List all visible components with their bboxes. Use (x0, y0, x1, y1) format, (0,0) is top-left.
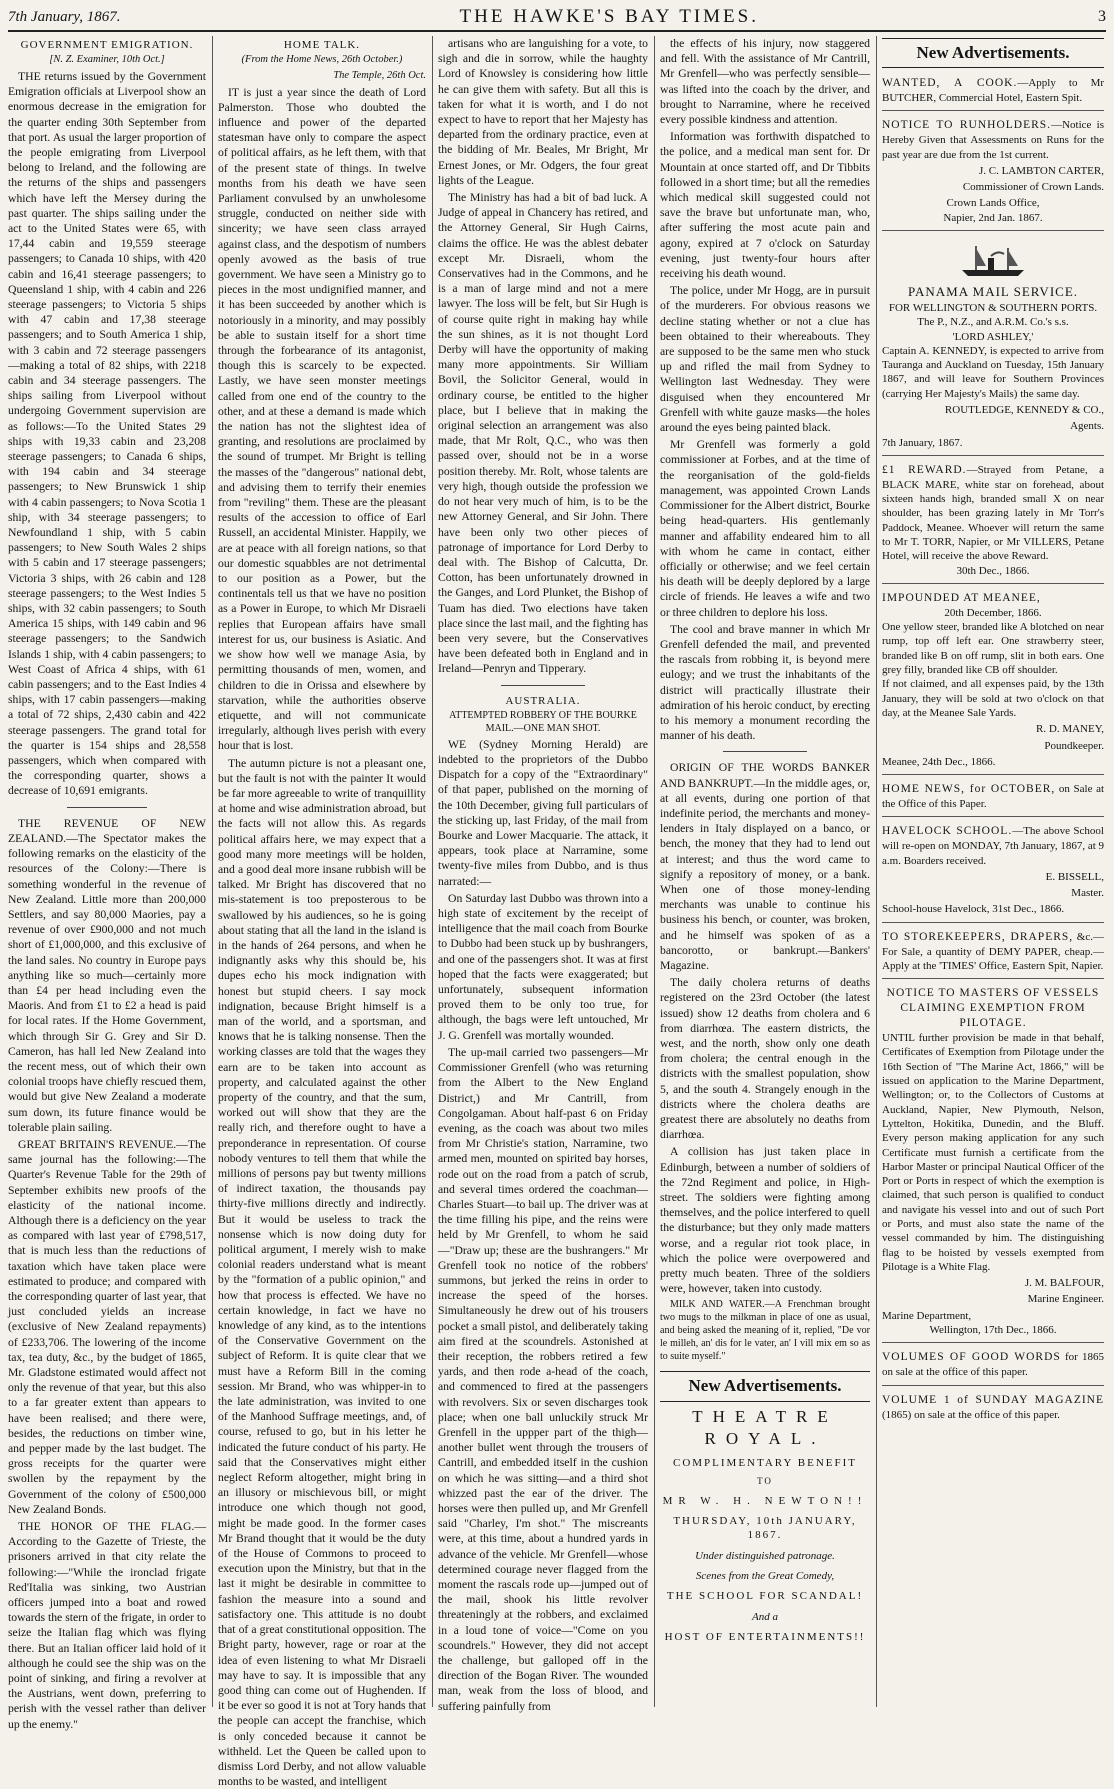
divider (501, 685, 585, 686)
ad-good-words (882, 1346, 1104, 1385)
theatre-line: HOST OF ENTERTAINMENTS!! (664, 1630, 866, 1643)
ad-havelock-school (882, 820, 1104, 922)
ad-home-news (882, 778, 1104, 817)
article-paragraph: the effects of his injury, now staggered and fell. With the assistance of Mr Cantrill, Mr Grenfell—who was perfectly sensible—was lifted into the coach by the driver, and brought to Narramine, where he received every possible kindness and attention. (660, 37, 870, 127)
ad-signature: Marine Engineer. (1027, 1293, 1104, 1306)
new-advertisements-heading: New Advertisements. (660, 1371, 870, 1401)
ad-title: £1 REWARD. (882, 463, 967, 476)
theatre-line: MR W. H. NEWTON!! (662, 1494, 868, 1507)
ad-body: —The above School will re-open on MONDAY, 7th January, 1867, at 9 a.m. Boarders received. (882, 825, 1105, 867)
theatre-royal-ad (660, 1406, 870, 1645)
column-5-advertisements (882, 36, 1104, 1705)
article-heading: GOVERNMENT EMIGRATION. (20, 39, 194, 51)
ad-title: TO STOREKEEPERS, DRAPERS, (882, 930, 1074, 943)
article-paragraph (660, 760, 870, 973)
column-rule (212, 36, 213, 1707)
article-source: (From the Home News, 26th October.) (241, 54, 403, 66)
theatre-line: And a (752, 1610, 778, 1623)
ad-ship-name: 'LORD ASHLEY,' (952, 330, 1034, 343)
dateline: The Temple, 26th Oct. (333, 69, 426, 81)
article-paragraph (8, 1137, 206, 1517)
ad-body: (1865) on sale at the office of this paper. (882, 1408, 1060, 1421)
article-subheading: ATTEMPTED ROBBERY OF THE BOURKE MAIL.—ONE MAN SHOT. (449, 709, 637, 734)
new-advertisements-heading: New Advertisements. (882, 38, 1104, 68)
ad-signature: Commissioner of Crown Lands. (962, 181, 1104, 194)
article-paragraph (8, 1519, 206, 1732)
article-heading: AUSTRALIA. (505, 694, 581, 707)
ad-signature: Agents. (1070, 420, 1104, 433)
article-paragraph: THE returns issued by the Government Emigration officials at Liverpool show an enormous decrease in the emigration for the quarter ending 30th September from that port. As usual the larger proportion of the people emigrating from Liverpool belong to Ireland, and the following are the returns of the ships and passengers which have left the Mersey during the past quarter. The ships sailing under the act to the United States were 65, with 17,44 cabin and 19,559 steerage passengers; to Canada 10 ships, with 420 cabin and 16,41 steerage passengers; to Queensland 1 ship, with 4 cabin and 226 steerage passengers; to Victoria 5 ships with 47 cabin and 17,38 steerage passengers; and to South America 1 ship, with 3 cabin and 72 steerage passengers—making a total of 82 ships, with 2218 cabin and 34 steerage passengers. The ships sailing from Liverpool without undergoing Government supervision are as follows:—To the United States 29 ships with 19,33 cabin and 23,208 steerage passengers; to Canada 6 ships, with 194 cabin and 34 steerage passengers; to New Brunswick 1 ship with 4 cabin passengers; to Nova Scotia 1 ship, with 34 steerage passengers; to Newfoundland 1 ship, with 5 cabin passengers; to New South Wales 2 ships with 5 cabin and 17 steerage passengers; Victoria 3 ships, with 26 cabin and 128 steerage passengers; to the West Indies 5 ships, with 32 cabin passengers; to South America 15 ships, with 149 cabin and 96 steerage passengers; to the Sandwich Islands 1 ship, with 4 cabin passengers; to West Coast of Africa 4 ships, with 61 cabin passengers; and to the East Indies 4 ships, with 17 cabin passengers—making a total of 72 ships, 2,430 cabin and 422 steerage passengers. The grand total for the quarter is 154 ships and 28,558 passengers, which when compared with the corresponding quarter, shows a decrease of 10,691 emigrants. (8, 69, 206, 798)
paragraph-lead: MILK AND WATER. (670, 1299, 765, 1311)
ad-impounded (882, 587, 1104, 775)
theatre-line: TO (757, 1476, 773, 1487)
ad-title: PANAMA MAIL SERVICE. (907, 284, 1079, 300)
ad-date: Napier, 2nd Jan. 1867. (943, 211, 1043, 224)
ad-subtitle: FOR WELLINGTON & SOUTHERN PORTS. (888, 301, 1098, 314)
column-4 (660, 36, 870, 1705)
article-paragraph: Mr Grenfell was formerly a gold commissioner at Forbes, and at the time of the reorganisation of the gold-fields management, was appointed Crown Lands Commissioner for the Albert district, Bourke being head-quarters. His gentlemanly manner and affability endeared him to all with whom he came in contact, either officially or otherwise; and we feel certain his death will be deeply deplored by a large circle of friends. He leaves a wife and two or three children to deplore his loss. (660, 438, 870, 619)
paragraph-lead: GREAT BRITAIN'S REVENUE. (18, 1137, 177, 1151)
column-3 (438, 36, 648, 1713)
theatre-title: THEATRE ROYAL. (692, 1406, 838, 1448)
ad-signature: R. D. MANEY, (1036, 723, 1104, 736)
ad-body: If not claimed, and all expenses paid, by the 13th January, they will be sold at two o'clock on that day, at the Meanee Sale Yards. (882, 678, 1104, 719)
article-paragraph: artisans who are languishing for a vote, to sigh and die in sorrow, while the haughty Lord of Knowsley is considering how little he can give them with safety. But all this is taken for what it is worth, and I do not expect to have to report that her Majesty has departed from the ordinary practice, even at the bidding of Mr. Beales, Mr Bright, Mr Ernest Jones, or Mr. Odgers, the four great lights of the League. (438, 37, 648, 187)
article-paragraph: Information was forthwith dispatched to the police, and a medical man sent for. Dr Mountain at once started off, and Dr Tibbits followed in a short time; but all the remedies which medical skill suggested could not save the brave but unfortunate man, who, after suffering the most acute pain and agony, expired at 7 o'clock on Saturday evening, just twenty-four hours after receiving his death wound. (660, 130, 870, 281)
ad-body: Captain A. KENNEDY, is expected to arrive from Tauranga and Auckland on Tuesday, 15th January 1867, and will leave for Southern Provinces (carrying Her Majesty's Mails) the same day. (882, 344, 1104, 400)
ad-body: One yellow steer, branded like A blotched on near rump, top off left ear. One strawberry steer, branded like B on off rump, slit in both ears. One grey filly, branded like CB off shoulder. (882, 621, 1104, 677)
ad-notice-runholders (882, 114, 1104, 231)
ad-body: for 1865 on sale at the office of this paper. (882, 1351, 1105, 1379)
article-paragraph: The Ministry has had a bit of bad luck. A Judge of appeal in Chancery has retired, and the Attorney General, Sir Hugh Cairns, claims the office. He was the ablest debater except Mr. Disraeli, whom the Conservatives had in the Commons, and he is a man of large mind and not a mere lawyer. The loss will be felt, but Sir Hugh is of course quite right in making hay while the sun shines, as it is not thought Lord Derby will have the opportunity of making many more appointments. Sir William Bovil, the Solicitor General, would in ordinary course, be entitled to the higher place, but I believe that in making the original selection an arrangement was also made, that Mr Rolt, Q.C., who was then passed over, should not be in a worse position thereby. Mr. Rolt, whose talents are very high, though outside the profession we do not hear very much of him, is to be the new Attorney General, and Sir John. There have been only two other pieces of patronage of importance for Lord Derby to deal with. The Bishop of Calcutta, Dr. Cotton, has been unfortunately drowned in the Ganges, and Lord Plunket, the Bishop of Tuam has died. Two elections have taken place since the last mail, and the fighting has been very severe, but the Conservatives have been defeated both in England and in Ireland—Penryn and Tipperary. (438, 191, 648, 676)
steamship-icon (958, 242, 1028, 280)
newspaper-title: THE HAWKE'S BAY TIMES. (459, 6, 759, 27)
column-2 (218, 36, 427, 1789)
ad-date: Meanee, 24th Dec., 1866. (882, 755, 996, 768)
ad-sunday-magazine (882, 1389, 1104, 1427)
ad-line: The P., N.Z., and A.R.M. Co.'s s.s. (917, 316, 1069, 329)
article-paragraph: The daily cholera returns of deaths registered on the 23rd October (the latest issued) show 12 deaths from cholera and 6 from diarrhœa. The eastern districts, the west, and the north, show only one death from cholera; the central enough in the districts with the smallest population, show 5, and the south 4. Strangely enough in the districts where the cholera deaths are greatest there are absolutely no deaths from diarrhœa. (660, 976, 870, 1142)
article-paragraph (8, 816, 206, 1135)
article-paragraph: The up-mail carried two passengers—Mr Commissioner Grenfell (who was returning from the Albert to the New England District,) and Mr Cantrill, from Congolgaman. About half-past 6 on Friday evening, as the coach was about two miles from Mr Christie's station, Narramine, two armed men, mounted on spirited bay horses, rode out on the road from a patch of scrub, and several times ordered the coachman—Charles Stuart—to bail up. The driver was at the time filling his pipe, and the reins were held by Mr Grenfell, to whom he said—"Draw up; these are the bushrangers." Mr Grenfell took no notice of the robbers' summons, but jerked the reins in order to increase the speed of the horses. Simultaneously he drew out of his trousers pocket a small pistol, and deliberately taking aim fired at the scoundrels. Astonished at their reception, the robbers retired a few yards, and then rode a-head of the coach, and commenced to fired at the passengers with revolvers. Six or seven discharges took place; when one ball unluckily struck Mr Grenfell in the uppper part of the thigh—another bullet went through the trousers of Cantrill, and embedded itself in the cushion on which he was sitting—and a third shot whizzed past the ear of the driver. The horses were then pulled up, and Mr Grenfell said "Charley, I'm shot." The miscreants were, at this time, about a hundred yards in advance of the vehicle. Mr Grenfell—whose determined courage never flagged from the moment the rascals rode up—jumped out of the mail, shook his little revolver threateningly at the robbers, and exclaimed in a loud tone of voice—"Come on you scoundrels." However, they did not accept the challenge, but galloped off in the direction of the Bogan River. The wounded man, weak from the loss of blood, and suffering painfully from (438, 1045, 648, 1713)
theatre-line: Under distinguished patronage. (695, 1549, 835, 1562)
ad-body: &c.—For Sale, a quantity of DEMY PAPER, cheap.—Apply at the 'TIMES' Office, Eastern Spit, Napier. (882, 930, 1104, 973)
column-rule (876, 36, 877, 1707)
ad-title: IMPOUNDED AT MEANEE, (882, 591, 1041, 604)
masthead (8, 4, 1106, 32)
ad-body: —Apply to Mr BUTCHER, Commercial Hotel, Eastern Spit. (882, 77, 1105, 105)
ad-title: NOTICE TO RUNHOLDERS. (882, 119, 1052, 132)
paragraph-lead: THE HONOR OF THE FLAG. (18, 1520, 195, 1534)
ad-body: UNTIL further provision be made in that behalf, Certificates of Exemption from Pilotage under the 16th Section of "The Marine Act, 1866," will be issued on application to the Marine Department, Wellington; or, to the Collectors of Customs at Auckland, Napier, New Plymouth, Nelson, Lyttelton, Hokitika, Dunedin, and the Bluff. Every person making application for any such Certificate must furnish a certificate from the Harbor Master or principal Nautical Officer of the Port or Ports in respect of which the exemption is claimed, that such person is qualified to conduct and navigate his vessel into and out of such Port or Ports, and must also state the name of the vessel commanded by him. The distinguishing flag to be hoisted by vessels exempted from Pilotage is a White Flag. (882, 1032, 1104, 1273)
ad-date: School-house Havelock, 31st Dec., 1866. (882, 903, 1065, 916)
column-rule (654, 36, 655, 1707)
ad-date: 30th Dec., 1866. (956, 564, 1030, 577)
theatre-line: Scenes from the Great Comedy, (695, 1569, 835, 1582)
issue-date: 7th January, 1867. (8, 8, 121, 25)
article-paragraph (660, 1298, 870, 1363)
paragraph-text: —A Frenchman brought two mugs to the milkman in place of one as usual, and being asked the meaning of it, replied, "De vor le milleh, an' dis for le vater, an' I vill mix em so as to suite myself." (660, 1299, 870, 1363)
article-paragraph: The cool and brave manner in which Mr Grenfell defended the mail, and prevented the rascals from robbing it, is beyond mere eulogy; and we trust the inhabitants of the district will practically illustrate their admiration of his heroic conduct, by erecting to his memory a monument recording the manner of his death. (660, 622, 870, 743)
ad-title: HOME NEWS, for OCTOBER, (882, 783, 1056, 796)
ad-wanted-cook (882, 72, 1104, 111)
paragraph-text: —In the middle ages, or, at all events, during one portion of that indefinite period, the merchants and money-lenders in Italy displayed on a banco, or bench, the money that they had to lend out at interest; and thus the word came to signify a repository of money, or a bank. When one of those money-lending merchants was unable to continue his business his bench, or counter, was broken, and he himself was spoken of as a bancorotto, or bankrupt.—Bankers' Magazine. (660, 776, 870, 972)
ad-body: —Notice is Hereby Given that Assessments on Runs for the past year are due from the 1st current. (882, 119, 1104, 161)
article-paragraph: A collision has just taken place in Edinburgh, between a number of soldiers of the 72nd Regiment and police, in High-street. The soldiers were fighting among themselves, and the police interfered to quell the disturbance; but they only made matters worse, and a regular riot took place, in which the police were overpowered and pretty much beaten. Three of the soldiers were, however, taken into custody. (660, 1145, 870, 1296)
ad-title: NOTICE TO MASTERS OF VESSELS CLAIMING EXEMPTION FROM PILOTAGE. (886, 987, 1100, 1030)
ad-storekeepers (882, 926, 1104, 980)
ad-signature: E. BISSELL, (1045, 870, 1104, 883)
paragraph-lead: THE REVENUE OF NEW ZEALAND. (8, 816, 206, 845)
ad-date: Wellington, 17th Dec., 1866. (929, 1324, 1057, 1337)
article-heading: HOME TALK. (283, 39, 361, 51)
ad-signature: ROUTLEDGE, KENNEDY & CO., (944, 404, 1104, 417)
ad-signature: Poundkeeper. (1044, 739, 1104, 752)
divider (67, 807, 146, 808)
article-paragraph: WE (Sydney Morning Herald) are indebted to the proprietors of the Dubbo Dispatch for a copy of the "Extraordinary" of that paper, published on the morning of the 10th December, giving full particulars of the sticking up, last Friday, of the mail from Bourke and Lower Macquarie. The attack, it appears, took place at Narramine, some twenty-five miles from Dubbo, and is thus narrated:— (438, 737, 648, 888)
paragraph-text: —The same journal has the following:—The Quarter's Revenue Table for the 29th of September exhibits new proofs of the elasticity of the national income. Although there is a deficiency on the year as compared with last year of £798,517, that is much less than the reductions of taxation which have taken place were estimated to produce; and compared with the corresponding quarter of last year, that just concluded yields an increase (exclusive of New Zealand repayments) of £233,706. The lowering of the income tax, tea duty, &c., by the budget of 1865, Mr. Gladstone estimated would affect not only the revenue of that year, but this also to a far greater extent than appears to have been realised; and there were, besides, the reductions on timber wine, and pepper made by the last budget. The gross receipts for the quarter were swollen by the repayment by the Government of the colony of £500,000 New Zealand Bonds. (8, 1137, 206, 1516)
article-paragraph: On Saturday last Dubbo was thrown into a high state of excitement by the receipt of intelligence that the mail coach from Bourke to Dubbo had been stuck up by bushrangers, and one of the passengers shot. It was at first hoped that the facts were exaggerated; but unfortunately, subsequent information proved them to be only too true, for although, the bags were left untouched, Mr J. G. Grenfell was mortally wounded. (438, 891, 648, 1042)
article-paragraph: The police, under Mr Hogg, are in pursuit of the murderers. For obvious reasons we decline stating whether or not a clue has been obtained to their whereabouts. They are supposed to be the same men who stuck up and rifled the mail from Sydney to Wellington last Wednesday. They were disguised when they encountered Mr Grenfell with white gauze masks—the holes around the eyes being painted black. (660, 284, 870, 435)
ad-body: —Strayed from Petane, a BLACK MARE, white star on forehead, about sixteen hands high, branded small X on near shoulder, has been grazing lately in Mr Torr's Paddock, Meanee. Whoever will return the same to Mr T. TORR, Napier, or Mr VILLERS, Petane Hotel, will receive the above Reward. (882, 463, 1104, 563)
article-paragraph: The autumn picture is not a pleasant one, but the fault is not with the painter It would be far more agreeable to write of tranquillity at home and wise administration abroad, but the facts will not allow this. As regards political affairs here, we may expect that a good many more meetings will be holden, and a good deal more insane rubbish will be talked. Mr Bright has discovered that no mis-statement is too preposterous to be swallowed by his audiences, so he is going about stating that all the land in the island is in the hands of 264 persons, and when he indignantly asks why this should be, his dupes echo his mock indignation with honest but stupid cheers. I say mock indignation, because Bright himself is a man of the world, and a sportsman, and knows that he is talking nonsense. Then the working classes are told that the wages they earn are to be taken into account as property, and calculated against the other property of the country, and that the sum, worked out will show that they are the really rich, and therefore ought to have a preponderance in representation. Of course nobody ventures to tell them that while the millions of persons pay but twenty millions of indirect taxation, the thousands pay thirty-five millions directly and indirectly. But it would be useless to track the nonsense which is now doing duty for political argument, I merely wish to make colonial readers understand what is meant by the "formation of a public opinion," and how that process is effected. We have no certain knowledge, in fact we have no knowledge of any kind, as to the intentions of the Conservative Government on the subject of Reform. It is quite clear that we must have a Reform Bill in the coming session. Mr Brand, who was whipper-in to the late administration, was invited to one of the Manhood Suffrage meetings, and, of course, refused to go, but in his letter he indicated the future conduct of his party. He said that the Conservatives might either neglect Reform altogether, might bring in an illusory or mischievous bill, or might introduce one which though not good, might be made good. In the former cases Mr Brand thought that it would be the duty of the House of Commons to proceed to execution upon the Ministry, but that in the last it might be desirable in committee to fashion the measure into a sound and satisfactory one. This attitude is no doubt that of a great constitutional opposition. The Bright party, however, rage or roar at the idea of even listening to what Mr Disraeli may have to say. It is impossible that any good thing can come out of Hughenden. If it be ever so good it is not at Tory hands that the people can accept the franchise, which is only conceded because it cannot be withheld. Let the Queen be called upon to dismiss Lord Derby, and not allow valuable months to be wasted, and intelligent (218, 756, 427, 1789)
article-source: [N. Z. Examiner, 10th Oct.] (49, 54, 165, 66)
page-number: 3 (1098, 8, 1106, 25)
paragraph-text: —The Spectator makes the following remarks on the elasticity of the resources of the Colony:—There is something wonderful in the revenue of New Zealand. Little more than 200,000 Settlers, and say 80,000 Maories, pay a revenue of over £900,000 and not much short of £1,000,000, and this exclusive of the land sales. No country in Europe pays anything like so much—certainly more than £4 per head including even the Maoris. And from £1 to £2 a head is paid for local rates. If the Home Government, which through Sir G. Grey and Sir D. Cameron, has hall led New Zealand into the recent mess, out of which their own colonial troops have chiefly rescued them, would but give New Zealand a moderate sum down, its future finance would be tolerable plain sailing. (8, 831, 206, 1134)
divider (723, 751, 807, 752)
ad-signature: Master. (1071, 887, 1104, 900)
ad-title: VOLUME 1 of SUNDAY MAGAZINE (882, 1393, 1104, 1406)
theatre-line: THURSDAY, 10th JANUARY, 1867. (673, 1515, 857, 1542)
column-1 (8, 36, 206, 1731)
ad-title: VOLUMES OF GOOD WORDS (882, 1351, 1061, 1364)
theatre-line: COMPLIMENTARY BENEFIT (672, 1456, 858, 1469)
ad-office: Crown Lands Office, (946, 197, 1040, 210)
ad-reward (882, 459, 1104, 584)
theatre-line: THE SCHOOL FOR SCANDAL! (666, 1590, 864, 1603)
ad-pilotage-notice (882, 982, 1104, 1343)
ad-date: Marine Department, (882, 1309, 972, 1322)
paragraph-text: —According to the Gazette of Trieste, the prisoners arrived in that city relate the following:—"While the ironclad frigate Red'Italia was sinking, two Austrian officers jumped into a boat and rowed towards the stern of the frigate, in order to seize the Italian flag which was flying there. But an Italian officer laid hold of it although he could see the ship was on the point of sinking, and firing a revolver at the Austrians, went down, preferring to perish with the vessel rather than deliver up the enemy." (8, 1520, 206, 1731)
ad-signature: J. M. BALFOUR, (1024, 1277, 1104, 1290)
ad-title: HAVELOCK SCHOOL. (882, 825, 1013, 838)
ad-date: 20th December, 1866. (944, 606, 1042, 619)
ad-date: 7th January, 1867. (882, 436, 963, 449)
ad-panama-mail (882, 234, 1104, 456)
article-paragraph: IT is just a year since the death of Lord Palmerston. Those who doubted the influence and power of the departed statesman have only to compare the aspect of political affairs, as he left them, with that of the present state of things. In twelve months from his death we have seen Parliament convulsed by an unwholesome struggle, conducted on neither side with sincerity; we have seen class arrayed against class, and the despotism of numbers openly avowed as the basis of true government. We have seen a Ministry go to pieces in the most undignified manner, and it has been succeeded by another which is notoriously in a minority, and may possibly be able to sustain itself for a short time through the forbearance of its antagonist, though this is scarcely to be expected. Lastly, we have seen monster meetings called from one end of the country to the other, and at these a demand is made which the nation has not the slightest idea of granting, and resolutions are proclaimed by the sound of trumpet. Mr Bright is telling the masses of the "dangerous" national debt, and advising them to terrify their enemies from "reviling" them. These are the pleasant results of the accession to office of Earl Russell, an accidental Minister. Happily, we are at peace with all foreign nations, so that our domestic squabbles are not detrimental to our position as a Power, but the continentals tell us that we have no position as a Power in Europe, to which Mr Disraeli replies that European affairs have small interest for us, our business is Asiatic. And we show how well we manage Asia, by permitting thousands of men, women, and children to die in Orissa and elsewhere by starvation, while the authorities observe etiquette, and will not communicate irregularly, although lives perish with every hour that is lost. (218, 85, 426, 753)
column-rule (432, 36, 433, 1707)
paragraph-lead: ORIGIN OF THE WORDS BANKER AND BANKRUPT. (660, 761, 870, 790)
ad-body: on Sale at the Office of this Paper. (882, 783, 1105, 811)
ad-signature: J. C. LAMBTON CARTER, (978, 164, 1104, 177)
ad-title: WANTED, A COOK. (882, 77, 1018, 90)
